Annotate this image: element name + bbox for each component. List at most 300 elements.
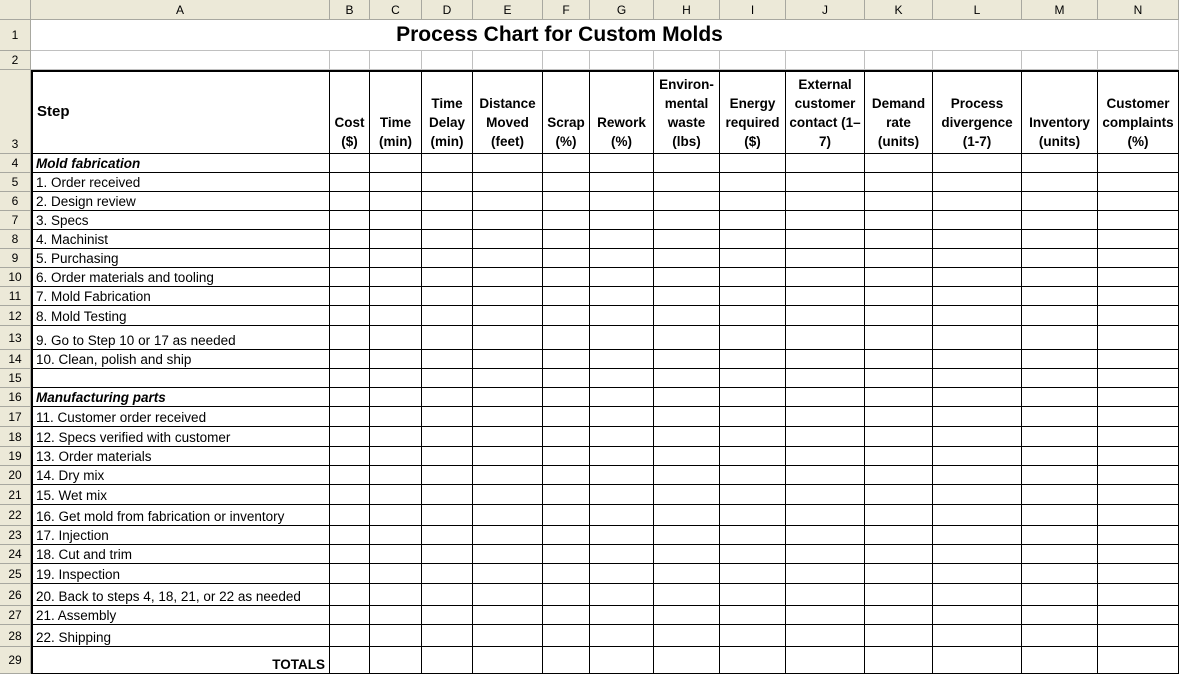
cell-j13[interactable] — [786, 326, 865, 350]
cell-d29[interactable] — [422, 647, 473, 674]
cell-e23[interactable] — [473, 526, 543, 545]
cell-h25[interactable] — [654, 564, 720, 584]
cell-h20[interactable] — [654, 466, 720, 485]
cell-g25[interactable] — [590, 564, 654, 584]
cell-l29[interactable] — [933, 647, 1022, 674]
cell-k15[interactable] — [865, 369, 933, 388]
cell-j19[interactable] — [786, 447, 865, 466]
cell-b6[interactable] — [330, 192, 370, 211]
cell-c5[interactable] — [370, 173, 422, 192]
cell-b23[interactable] — [330, 526, 370, 545]
cell-c18[interactable] — [370, 427, 422, 447]
row-header-6[interactable]: 6 — [0, 192, 31, 211]
cell-h21[interactable] — [654, 485, 720, 505]
column-header-l[interactable]: L — [933, 0, 1022, 20]
column-header-a[interactable]: A — [31, 0, 330, 20]
cell-d21[interactable] — [422, 485, 473, 505]
cell-j5[interactable] — [786, 173, 865, 192]
cell-k17[interactable] — [865, 407, 933, 427]
row-header-10[interactable]: 10 — [0, 268, 31, 287]
cell-d5[interactable] — [422, 173, 473, 192]
cell-f16[interactable] — [543, 388, 590, 407]
column-header-n[interactable]: N — [1098, 0, 1179, 20]
cell-m10[interactable] — [1022, 268, 1098, 287]
cell-i25[interactable] — [720, 564, 786, 584]
step-cell[interactable]: 8. Mold Testing — [31, 306, 330, 326]
cell-g5[interactable] — [590, 173, 654, 192]
cell-b21[interactable] — [330, 485, 370, 505]
cell-n19[interactable] — [1098, 447, 1179, 466]
cell-h8[interactable] — [654, 230, 720, 249]
cell-g20[interactable] — [590, 466, 654, 485]
cell-l7[interactable] — [933, 211, 1022, 230]
cell-m18[interactable] — [1022, 427, 1098, 447]
cell-l4[interactable] — [933, 154, 1022, 173]
cell-k2[interactable] — [865, 51, 933, 70]
cell-n20[interactable] — [1098, 466, 1179, 485]
cell-f21[interactable] — [543, 485, 590, 505]
cell-b12[interactable] — [330, 306, 370, 326]
cell-l15[interactable] — [933, 369, 1022, 388]
step-cell[interactable]: 13. Order materials — [31, 447, 330, 466]
cell-f25[interactable] — [543, 564, 590, 584]
cell-j7[interactable] — [786, 211, 865, 230]
cell-b26[interactable] — [330, 584, 370, 606]
cell-g17[interactable] — [590, 407, 654, 427]
cell-m27[interactable] — [1022, 606, 1098, 625]
cell-m29[interactable] — [1022, 647, 1098, 674]
cell-c20[interactable] — [370, 466, 422, 485]
cell-j23[interactable] — [786, 526, 865, 545]
column-header-e[interactable]: E — [473, 0, 543, 20]
cell-n2[interactable] — [1098, 51, 1179, 70]
cell-d11[interactable] — [422, 287, 473, 306]
step-cell[interactable]: 1. Order received — [31, 173, 330, 192]
cell-l11[interactable] — [933, 287, 1022, 306]
step-column-header[interactable]: Step — [31, 70, 330, 154]
cell-l26[interactable] — [933, 584, 1022, 606]
cell-i18[interactable] — [720, 427, 786, 447]
cell-l18[interactable] — [933, 427, 1022, 447]
cell-l10[interactable] — [933, 268, 1022, 287]
cell-g28[interactable] — [590, 625, 654, 647]
cell-a2[interactable] — [31, 51, 330, 70]
row-header-7[interactable]: 7 — [0, 211, 31, 230]
column-header-j[interactable]: J — [786, 0, 865, 20]
cell-n16[interactable] — [1098, 388, 1179, 407]
cell-c29[interactable] — [370, 647, 422, 674]
cell-d14[interactable] — [422, 350, 473, 369]
cell-n18[interactable] — [1098, 427, 1179, 447]
step-cell[interactable]: 15. Wet mix — [31, 485, 330, 505]
cell-c6[interactable] — [370, 192, 422, 211]
cell-f19[interactable] — [543, 447, 590, 466]
cell-m13[interactable] — [1022, 326, 1098, 350]
cell-g27[interactable] — [590, 606, 654, 625]
cell-j18[interactable] — [786, 427, 865, 447]
row-header-16[interactable]: 16 — [0, 388, 31, 407]
row-header-2[interactable]: 2 — [0, 51, 31, 70]
cell-m12[interactable] — [1022, 306, 1098, 326]
cell-n11[interactable] — [1098, 287, 1179, 306]
cell-k6[interactable] — [865, 192, 933, 211]
cell-e15[interactable] — [473, 369, 543, 388]
cell-f13[interactable] — [543, 326, 590, 350]
column-header-b[interactable]: B — [330, 0, 370, 20]
cell-j28[interactable] — [786, 625, 865, 647]
cell-j15[interactable] — [786, 369, 865, 388]
cell-b16[interactable] — [330, 388, 370, 407]
cell-n7[interactable] — [1098, 211, 1179, 230]
cell-c23[interactable] — [370, 526, 422, 545]
cell-b19[interactable] — [330, 447, 370, 466]
column-header-f[interactable]: F — [543, 0, 590, 20]
cell-l6[interactable] — [933, 192, 1022, 211]
row-header-20[interactable]: 20 — [0, 466, 31, 485]
cell-i6[interactable] — [720, 192, 786, 211]
cell-k28[interactable] — [865, 625, 933, 647]
cell-i23[interactable] — [720, 526, 786, 545]
row-header-27[interactable]: 27 — [0, 606, 31, 625]
cell-m25[interactable] — [1022, 564, 1098, 584]
row-header-28[interactable]: 28 — [0, 625, 31, 647]
cell-m16[interactable] — [1022, 388, 1098, 407]
cell-d9[interactable] — [422, 249, 473, 268]
cell-n12[interactable] — [1098, 306, 1179, 326]
cell-f5[interactable] — [543, 173, 590, 192]
cell-d20[interactable] — [422, 466, 473, 485]
cell-l13[interactable] — [933, 326, 1022, 350]
cell-f9[interactable] — [543, 249, 590, 268]
metric-header-b[interactable]: Cost ($) — [330, 70, 370, 154]
cell-e29[interactable] — [473, 647, 543, 674]
cell-e14[interactable] — [473, 350, 543, 369]
step-cell[interactable]: 6. Order materials and tooling — [31, 268, 330, 287]
cell-n4[interactable] — [1098, 154, 1179, 173]
cell-k22[interactable] — [865, 505, 933, 526]
cell-f28[interactable] — [543, 625, 590, 647]
cell-f6[interactable] — [543, 192, 590, 211]
column-header-m[interactable]: M — [1022, 0, 1098, 20]
metric-header-c[interactable]: Time (min) — [370, 70, 422, 154]
cell-g6[interactable] — [590, 192, 654, 211]
metric-header-j[interactable]: External customer contact (1–7) — [786, 70, 865, 154]
row-header-13[interactable]: 13 — [0, 326, 31, 350]
cell-k14[interactable] — [865, 350, 933, 369]
cell-f17[interactable] — [543, 407, 590, 427]
cell-d6[interactable] — [422, 192, 473, 211]
cell-g15[interactable] — [590, 369, 654, 388]
row-header-17[interactable]: 17 — [0, 407, 31, 427]
cell-n27[interactable] — [1098, 606, 1179, 625]
cell-m19[interactable] — [1022, 447, 1098, 466]
step-cell[interactable]: 2. Design review — [31, 192, 330, 211]
cell-f27[interactable] — [543, 606, 590, 625]
cell-c10[interactable] — [370, 268, 422, 287]
cell-k7[interactable] — [865, 211, 933, 230]
cell-l12[interactable] — [933, 306, 1022, 326]
cell-g26[interactable] — [590, 584, 654, 606]
cell-d13[interactable] — [422, 326, 473, 350]
cell-d26[interactable] — [422, 584, 473, 606]
cell-j22[interactable] — [786, 505, 865, 526]
cell-k4[interactable] — [865, 154, 933, 173]
cell-e13[interactable] — [473, 326, 543, 350]
cell-e2[interactable] — [473, 51, 543, 70]
cell-b15[interactable] — [330, 369, 370, 388]
step-cell[interactable]: 18. Cut and trim — [31, 545, 330, 564]
cell-m7[interactable] — [1022, 211, 1098, 230]
cell-n15[interactable] — [1098, 369, 1179, 388]
cell-d10[interactable] — [422, 268, 473, 287]
step-cell[interactable]: 7. Mold Fabrication — [31, 287, 330, 306]
cell-k19[interactable] — [865, 447, 933, 466]
cell-j9[interactable] — [786, 249, 865, 268]
cell-l23[interactable] — [933, 526, 1022, 545]
cell-f10[interactable] — [543, 268, 590, 287]
cell-m6[interactable] — [1022, 192, 1098, 211]
metric-header-h[interactable]: Environ-mental waste (lbs) — [654, 70, 720, 154]
cell-c12[interactable] — [370, 306, 422, 326]
cell-h22[interactable] — [654, 505, 720, 526]
row-header-21[interactable]: 21 — [0, 485, 31, 505]
cell-f11[interactable] — [543, 287, 590, 306]
cell-m22[interactable] — [1022, 505, 1098, 526]
row-header-22[interactable]: 22 — [0, 505, 31, 526]
column-header-c[interactable]: C — [370, 0, 422, 20]
cell-h4[interactable] — [654, 154, 720, 173]
cell-n17[interactable] — [1098, 407, 1179, 427]
cell-i22[interactable] — [720, 505, 786, 526]
cell-b4[interactable] — [330, 154, 370, 173]
cell-c26[interactable] — [370, 584, 422, 606]
cell-b7[interactable] — [330, 211, 370, 230]
cell-d12[interactable] — [422, 306, 473, 326]
cell-n21[interactable] — [1098, 485, 1179, 505]
cell-j11[interactable] — [786, 287, 865, 306]
cell-i10[interactable] — [720, 268, 786, 287]
cell-i19[interactable] — [720, 447, 786, 466]
metric-header-d[interactable]: Time Delay (min) — [422, 70, 473, 154]
cell-k16[interactable] — [865, 388, 933, 407]
cell-i16[interactable] — [720, 388, 786, 407]
step-cell[interactable]: 17. Injection — [31, 526, 330, 545]
cell-g22[interactable] — [590, 505, 654, 526]
cell-i8[interactable] — [720, 230, 786, 249]
row-header-3[interactable]: 3 — [0, 70, 31, 154]
cell-l17[interactable] — [933, 407, 1022, 427]
cell-n10[interactable] — [1098, 268, 1179, 287]
cell-h9[interactable] — [654, 249, 720, 268]
cell-d17[interactable] — [422, 407, 473, 427]
cell-n26[interactable] — [1098, 584, 1179, 606]
cell-j6[interactable] — [786, 192, 865, 211]
cell-n23[interactable] — [1098, 526, 1179, 545]
cell-k25[interactable] — [865, 564, 933, 584]
cell-b9[interactable] — [330, 249, 370, 268]
cell-k11[interactable] — [865, 287, 933, 306]
cell-m21[interactable] — [1022, 485, 1098, 505]
step-cell[interactable]: 21. Assembly — [31, 606, 330, 625]
cell-i29[interactable] — [720, 647, 786, 674]
cell-j20[interactable] — [786, 466, 865, 485]
cell-g8[interactable] — [590, 230, 654, 249]
cell-d23[interactable] — [422, 526, 473, 545]
step-cell[interactable]: 11. Customer order received — [31, 407, 330, 427]
cell-c9[interactable] — [370, 249, 422, 268]
cell-i27[interactable] — [720, 606, 786, 625]
cell-e12[interactable] — [473, 306, 543, 326]
cell-b28[interactable] — [330, 625, 370, 647]
cell-b20[interactable] — [330, 466, 370, 485]
cell-b29[interactable] — [330, 647, 370, 674]
cell-g12[interactable] — [590, 306, 654, 326]
cell-h24[interactable] — [654, 545, 720, 564]
column-header-h[interactable]: H — [654, 0, 720, 20]
select-all-corner[interactable] — [0, 0, 31, 20]
cell-c16[interactable] — [370, 388, 422, 407]
cell-e28[interactable] — [473, 625, 543, 647]
cell-g19[interactable] — [590, 447, 654, 466]
cell-b25[interactable] — [330, 564, 370, 584]
cell-f4[interactable] — [543, 154, 590, 173]
cell-j21[interactable] — [786, 485, 865, 505]
cell-g18[interactable] — [590, 427, 654, 447]
cell-i9[interactable] — [720, 249, 786, 268]
cell-b18[interactable] — [330, 427, 370, 447]
step-cell[interactable]: 12. Specs verified with customer — [31, 427, 330, 447]
cell-i14[interactable] — [720, 350, 786, 369]
cell-e17[interactable] — [473, 407, 543, 427]
cell-k26[interactable] — [865, 584, 933, 606]
metric-header-k[interactable]: Demand rate (units) — [865, 70, 933, 154]
cell-h27[interactable] — [654, 606, 720, 625]
cell-n29[interactable] — [1098, 647, 1179, 674]
section-heading[interactable]: Manufacturing parts — [31, 388, 330, 407]
cell-g10[interactable] — [590, 268, 654, 287]
cell-i15[interactable] — [720, 369, 786, 388]
cell-c27[interactable] — [370, 606, 422, 625]
cell-i5[interactable] — [720, 173, 786, 192]
cell-l19[interactable] — [933, 447, 1022, 466]
cell-m8[interactable] — [1022, 230, 1098, 249]
cell-d25[interactable] — [422, 564, 473, 584]
cell-f24[interactable] — [543, 545, 590, 564]
cell-l20[interactable] — [933, 466, 1022, 485]
cell-e21[interactable] — [473, 485, 543, 505]
cell-e27[interactable] — [473, 606, 543, 625]
cell-m11[interactable] — [1022, 287, 1098, 306]
cell-g16[interactable] — [590, 388, 654, 407]
cell-e5[interactable] — [473, 173, 543, 192]
cell-i7[interactable] — [720, 211, 786, 230]
cell-k13[interactable] — [865, 326, 933, 350]
cell-g13[interactable] — [590, 326, 654, 350]
cell-c7[interactable] — [370, 211, 422, 230]
cell-f18[interactable] — [543, 427, 590, 447]
cell-j24[interactable] — [786, 545, 865, 564]
column-header-i[interactable]: I — [720, 0, 786, 20]
cell-h10[interactable] — [654, 268, 720, 287]
cell-d15[interactable] — [422, 369, 473, 388]
step-cell[interactable] — [31, 369, 330, 388]
cell-e19[interactable] — [473, 447, 543, 466]
cell-h7[interactable] — [654, 211, 720, 230]
cell-c15[interactable] — [370, 369, 422, 388]
cell-j4[interactable] — [786, 154, 865, 173]
cell-g11[interactable] — [590, 287, 654, 306]
cell-k18[interactable] — [865, 427, 933, 447]
cell-i17[interactable] — [720, 407, 786, 427]
cell-b13[interactable] — [330, 326, 370, 350]
step-cell[interactable]: 16. Get mold from fabrication or inventory — [31, 505, 330, 526]
row-header-18[interactable]: 18 — [0, 427, 31, 447]
cell-b8[interactable] — [330, 230, 370, 249]
cell-i28[interactable] — [720, 625, 786, 647]
cell-h17[interactable] — [654, 407, 720, 427]
cell-f29[interactable] — [543, 647, 590, 674]
cell-c19[interactable] — [370, 447, 422, 466]
metric-header-g[interactable]: Rework (%) — [590, 70, 654, 154]
cell-d16[interactable] — [422, 388, 473, 407]
cell-h11[interactable] — [654, 287, 720, 306]
cell-l27[interactable] — [933, 606, 1022, 625]
cell-e24[interactable] — [473, 545, 543, 564]
cell-i24[interactable] — [720, 545, 786, 564]
cell-g2[interactable] — [590, 51, 654, 70]
cell-l5[interactable] — [933, 173, 1022, 192]
cell-g7[interactable] — [590, 211, 654, 230]
cell-e10[interactable] — [473, 268, 543, 287]
cell-e6[interactable] — [473, 192, 543, 211]
cell-b11[interactable] — [330, 287, 370, 306]
metric-header-m[interactable]: Inventory (units) — [1022, 70, 1098, 154]
cell-g23[interactable] — [590, 526, 654, 545]
cell-e26[interactable] — [473, 584, 543, 606]
cell-d18[interactable] — [422, 427, 473, 447]
cell-k5[interactable] — [865, 173, 933, 192]
cell-d4[interactable] — [422, 154, 473, 173]
cell-k29[interactable] — [865, 647, 933, 674]
column-header-d[interactable]: D — [422, 0, 473, 20]
cell-d22[interactable] — [422, 505, 473, 526]
row-header-19[interactable]: 19 — [0, 447, 31, 466]
cell-k9[interactable] — [865, 249, 933, 268]
cell-l25[interactable] — [933, 564, 1022, 584]
cell-c11[interactable] — [370, 287, 422, 306]
step-cell[interactable]: 22. Shipping — [31, 625, 330, 647]
step-cell[interactable]: 14. Dry mix — [31, 466, 330, 485]
row-header-1[interactable]: 1 — [0, 20, 31, 51]
metric-header-f[interactable]: Scrap (%) — [543, 70, 590, 154]
cell-i11[interactable] — [720, 287, 786, 306]
cell-h13[interactable] — [654, 326, 720, 350]
cell-i4[interactable] — [720, 154, 786, 173]
cell-k10[interactable] — [865, 268, 933, 287]
cell-j14[interactable] — [786, 350, 865, 369]
cell-c21[interactable] — [370, 485, 422, 505]
step-cell[interactable]: 20. Back to steps 4, 18, 21, or 22 as needed — [31, 584, 330, 606]
cell-i2[interactable] — [720, 51, 786, 70]
cell-c25[interactable] — [370, 564, 422, 584]
cell-i12[interactable] — [720, 306, 786, 326]
cell-h29[interactable] — [654, 647, 720, 674]
cell-k24[interactable] — [865, 545, 933, 564]
cell-h15[interactable] — [654, 369, 720, 388]
cell-f14[interactable] — [543, 350, 590, 369]
cell-n28[interactable] — [1098, 625, 1179, 647]
row-header-26[interactable]: 26 — [0, 584, 31, 606]
